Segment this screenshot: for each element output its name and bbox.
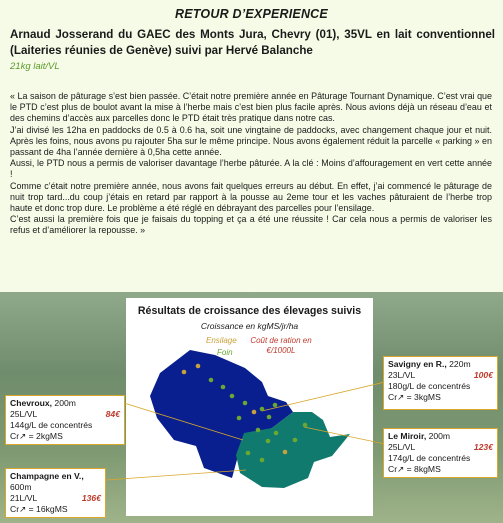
growth-value: Cr↗ = 2kgMS: [10, 431, 63, 441]
growth-value: Cr↗ = 3kgMS: [388, 392, 441, 402]
growth-value: Cr↗ = 16kgMS: [10, 504, 68, 514]
legend-ensilage: Ensilage: [206, 336, 237, 345]
milk-yield: 25L/VL: [388, 442, 416, 452]
ration-cost: 100€: [473, 370, 493, 380]
paragraph: Comme c’était notre première année, nous avons fait quelques erreurs au début. En effet, j’ai commencé le pâturage de nuit trop tard...du coup j’étais en retard par rapport à la pousse au 2eme tour et les vaches pâturaient de l’herbe trop haute et donc trop dure. Le problème a été réglé en débrayant des parcelles pour l’ensilage.: [10, 180, 492, 214]
farm-point: [274, 431, 279, 436]
farm-altitude: 200m: [428, 431, 451, 441]
farm-point: [209, 378, 214, 383]
farm-point: [230, 394, 235, 399]
farm-point: [293, 438, 298, 443]
farm-point: [260, 407, 265, 412]
farm-point: [243, 401, 248, 406]
milk-yield: 21L/VL: [10, 493, 38, 503]
yield-tag: 21kg lait/VL: [10, 61, 60, 72]
ration-cost: 123€: [473, 442, 493, 452]
farm-point: [283, 450, 288, 455]
farm-point: [267, 415, 272, 420]
farm-box-chevroux: [5, 395, 125, 445]
legend-cout: Coût de ration en €/1000L: [250, 336, 312, 355]
farm-box-champagne: [5, 468, 106, 518]
growth-value: Cr↗ = 8kgMS: [388, 464, 441, 474]
paragraph: « La saison de pâturage s’est bien passée. C’était notre première année en Pâturage Tournant Dynamique. C’est vrai que le PTD c’est plus de boulot avant la mise à l’herbe mais c’est bien plus facile après. Nous avions déjà un réseau d’eau et des chemins d’accès aux parcelles donc le PTD était très pratique dans notre cas.: [10, 91, 492, 124]
farm-altitude: 220m: [449, 359, 471, 369]
farm-point: [182, 370, 187, 375]
farm-point: [252, 410, 257, 415]
ration-cost: 136€: [81, 493, 101, 503]
legend-foin: Foin: [217, 348, 233, 357]
farm-name: Savigny en R.,: [388, 359, 447, 369]
concentrate-rate: 180g/L de concentrés: [388, 381, 471, 391]
concentrate-rate: 174g/L de concentrés: [388, 453, 471, 463]
farm-point: [196, 364, 201, 369]
panel-title: Résultats de croissance des élevages suivis: [137, 305, 362, 317]
paragraph: C’est aussi la première fois que je faisais du topping et ça a été une réussite ! Car cela nous a permis de valoriser les refus et d’améliorer la repousse. »: [10, 214, 492, 236]
farm-point: [273, 403, 278, 408]
farm-name: Chevroux,: [10, 398, 53, 408]
farm-point: [246, 451, 251, 456]
farm-altitude: 600m: [10, 482, 32, 492]
concentrate-rate: 144g/L de concentrés: [10, 420, 93, 430]
farm-point: [266, 439, 271, 444]
farm-point: [256, 428, 261, 433]
farm-name: Champagne en V.,: [10, 471, 84, 481]
farm-point: [221, 385, 226, 390]
farm-name: Le Miroir,: [388, 431, 427, 441]
page-title: RETOUR D’EXPERIENCE: [175, 7, 328, 21]
paragraph: Aussi, le PTD nous a permis de valoriser davantage l’herbe pâturée. A la clé : Moins d’affouragement en vert cette année !: [10, 158, 492, 180]
farm-altitude: 200m: [54, 398, 76, 408]
milk-yield: 25L/VL: [10, 409, 38, 419]
farm-point: [237, 416, 242, 421]
farm-box-savigny: [383, 356, 498, 410]
milk-yield: 23L/VL: [388, 370, 416, 380]
farm-point: [260, 458, 265, 463]
farm-point: [303, 423, 308, 428]
ration-cost: 84€: [105, 409, 120, 419]
farm-subtitle: Arnaud Josserand du GAEC des Monts Jura, Chevry (01), 35VL en lait conventionnel (Laiteries réunies de Genève) suivi par Hervé Balanche: [10, 28, 495, 57]
paragraph: J’ai divisé les 12ha en paddocks de 0.5 à 0.6 ha, soit une vingtaine de paddocks, avec changement chaque jour et nuit. Après les foins, nous avons pu rajouter 5ha sur le même principe. Nous avons également réduit la parcelle « parking » en passant de 4ha l’année dernière à 0,5ha cette année.: [10, 124, 492, 158]
panel-subtitle: Croissance en kgMS/jr/ha: [200, 321, 299, 331]
farm-box-miroir: [383, 428, 498, 478]
